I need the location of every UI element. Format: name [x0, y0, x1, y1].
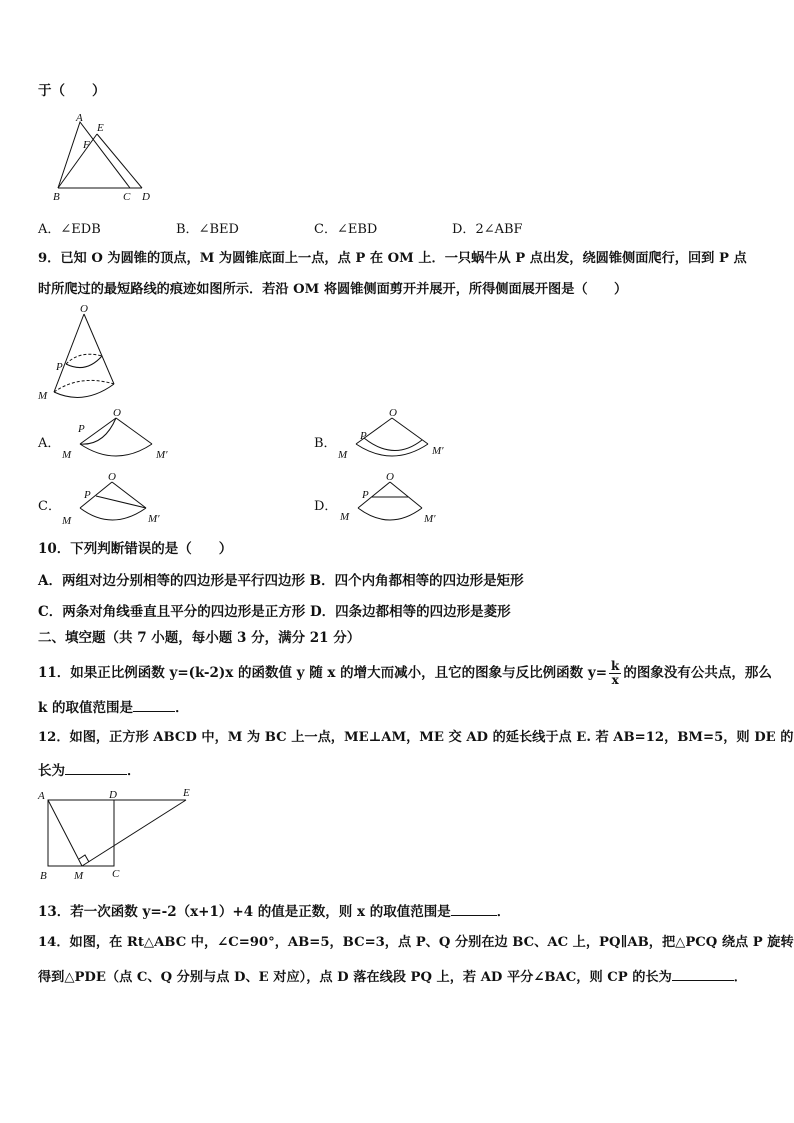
q8-label-e: E	[97, 122, 104, 134]
svg-text:P: P	[362, 489, 369, 501]
svg-text:M: M	[338, 449, 348, 461]
q9-option-b-fan	[336, 406, 456, 464]
q14-line2: 得到△PDE（点 C、Q 分别与点 D、E 对应），点 D 落在线段 PQ 上，若 AD 平分∠BAC，则 CP 的长为 ．	[38, 966, 747, 987]
svg-text:O: O	[389, 407, 397, 419]
q10-options-ab: A．两组对边分别相等的四边形是平行四边形 B．四个内角都相等的四边形是矩形	[38, 573, 524, 589]
q14-answer-blank	[672, 966, 734, 981]
svg-text:M: M	[340, 511, 350, 523]
q8-option-a: A．∠EDB	[38, 222, 101, 237]
q12-label-e: E	[183, 787, 190, 799]
q11-line1: 11．如果正比例函数 y=(k-2)x 的函数值 y 随 x 的增大而减小，且它的图象与反比例函数 y= $\frac{k}{x}$ 的图象没有公共点，那么	[38, 659, 772, 687]
q8-option-d: D．2∠ABF	[452, 222, 523, 237]
q14-line1: 14．如图，在 Rt△ABC 中，∠C=90°，AB=5，BC=3，点 P、Q 分别在边 BC、AC 上，PQ∥AB，把△PCQ 绕点 P 旋转	[38, 935, 794, 950]
q9-option-a-fan	[60, 406, 180, 464]
q9-option-d-fan	[338, 470, 458, 528]
svg-text:P: P	[360, 430, 367, 442]
q9-cone-label-m: M	[38, 390, 48, 402]
q12-label-d: D	[109, 789, 117, 801]
q9-option-c-label: C．	[38, 499, 61, 514]
q8-label-a: A	[76, 112, 83, 124]
q9-stem-line1: 9．已知 O 为圆锥的顶点，M 为圆锥底面上一点，点 P 在 OM 上．一只蜗牛从 P 点出发，绕圆锥侧面爬行，回到 P 点	[38, 251, 747, 266]
q8-option-b: B．∠BED	[176, 222, 239, 237]
svg-text:M: M	[62, 515, 72, 527]
q9-cone-figure	[36, 304, 126, 404]
q8-label-b: B	[53, 191, 60, 203]
q9-cone-label-p: P	[56, 361, 63, 373]
q12-label-m: M	[74, 870, 84, 882]
q12-square-figure	[36, 786, 206, 882]
svg-text:P: P	[84, 489, 91, 501]
q8-triangle-figure	[50, 112, 160, 204]
svg-text:M′: M′	[432, 445, 444, 457]
q9-cone-label-o: O	[80, 303, 88, 315]
q11-line2: k 的取值范围是 ．	[38, 697, 189, 717]
q8-label-c: C	[123, 191, 131, 203]
q10-stem: 10．下列判断错误的是（ ）	[38, 541, 233, 557]
q12-label-b: B	[40, 870, 47, 882]
q11-answer-blank	[133, 697, 175, 712]
svg-text:M: M	[62, 449, 72, 461]
q9-option-c-fan	[60, 470, 180, 528]
svg-text:O: O	[386, 471, 394, 483]
q8-label-d: D	[142, 191, 150, 203]
q9-option-d-label: D．	[314, 499, 338, 514]
q12-label-c: C	[112, 868, 120, 880]
section2-heading: 二、填空题（共 7 小题，每小题 3 分，满分 21 分）	[38, 630, 361, 646]
svg-text:M′: M′	[156, 449, 168, 461]
q9-stem-line2: 时所爬过的最短路线的痕迹如图所示．若沿 OM 将圆锥侧面剪开并展开，所得侧面展开图是（ ）	[38, 282, 628, 297]
svg-text:O: O	[108, 471, 116, 483]
q12-line2: 长为 ．	[38, 760, 141, 780]
q13-answer-blank	[451, 901, 497, 916]
q8-stem-tail: 于（ ）	[38, 83, 106, 99]
q12-answer-blank	[65, 760, 127, 775]
q12-label-a: A	[38, 790, 45, 802]
q11-fraction: $\frac{k}{x}$	[611, 659, 620, 687]
svg-text:O: O	[113, 407, 121, 419]
q10-options-cd: C．两条对角线垂直且平分的四边形是正方形 D．四条边都相等的四边形是菱形	[38, 604, 511, 620]
q13-line: 13．若一次函数 y=-2（x+1）+4 的值是正数，则 x 的取值范围是 ．	[38, 901, 510, 921]
q9-option-a-label: A．	[38, 436, 61, 451]
q12-line1: 12．如图，正方形 ABCD 中，M 为 BC 上一点，ME⊥AM，ME 交 AD 的延长线于点 E. 若 AB=12，BM=5，则 DE 的	[38, 730, 794, 745]
svg-text:M′: M′	[424, 513, 436, 525]
svg-text:M′: M′	[148, 513, 160, 525]
q8-label-f: F	[83, 139, 90, 151]
svg-text:P: P	[78, 423, 85, 435]
q8-option-c: C．∠EBD	[314, 222, 378, 237]
q9-option-b-label: B．	[314, 436, 337, 451]
